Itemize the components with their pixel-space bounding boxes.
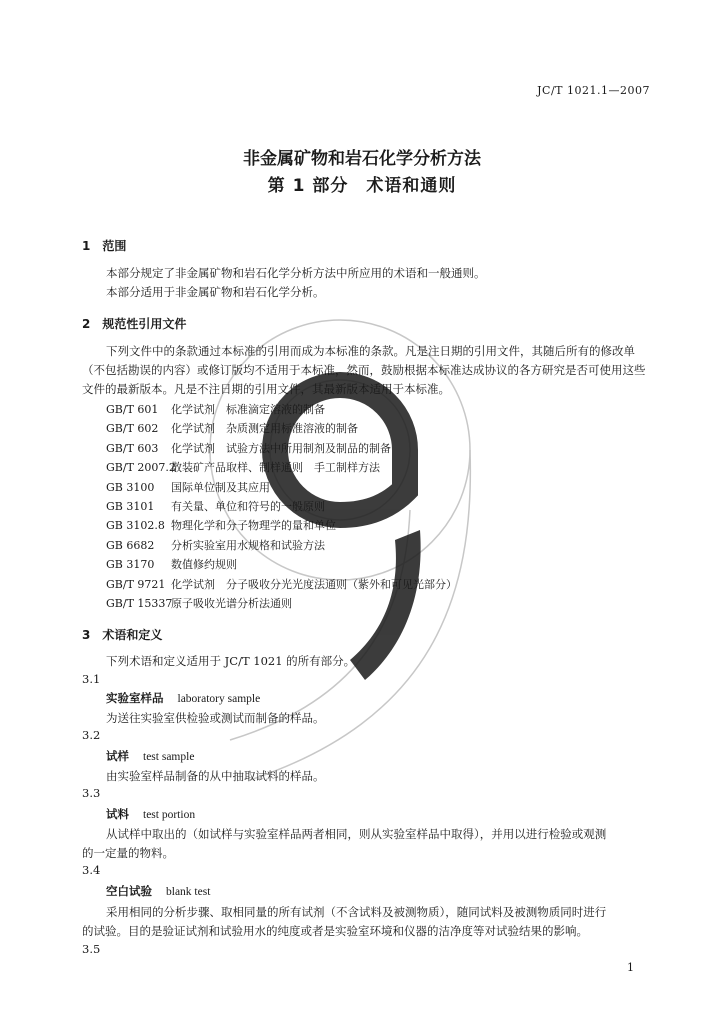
reference-title: 有关量、单位和符号的一般原则 — [171, 500, 325, 514]
reference-code: GB/T 602 — [106, 422, 159, 436]
reference-title: 国际单位制及其应用 — [171, 480, 270, 494]
term-heading — [106, 748, 194, 764]
term-definition: 采用相同的分析步骤、取相同量的所有试剂（不含试料及被测物质），随同试料及被测物质同时进行 — [106, 905, 607, 919]
term-heading — [106, 806, 195, 822]
term-en: laboratory sample — [177, 693, 261, 705]
reference-code: GB/T 2007.2 — [106, 461, 176, 475]
term-heading — [106, 690, 260, 706]
term-heading — [106, 883, 210, 899]
reference-code: GB/T 9721 — [106, 577, 166, 591]
paragraph: 本部分适用于非金属矿物和岩石化学分析。 — [106, 285, 325, 299]
reference-code: GB 6682 — [106, 538, 155, 552]
term-zh: 试料 — [106, 807, 129, 821]
reference-title: 分析实验室用水规格和试验方法 — [171, 538, 325, 552]
reference-code: GB 3101 — [106, 500, 155, 514]
term-zh: 试样 — [106, 749, 129, 763]
reference-title: 化学试剂 分子吸收分光光度法通则（紫外和可见光部分） — [171, 577, 457, 591]
term-definition: 为送往实验室供检验或测试而制备的样品。 — [106, 711, 325, 725]
reference-item — [106, 400, 457, 419]
reference-item — [106, 458, 457, 477]
term-en: test portion — [143, 809, 196, 821]
term-definition: 从试样中取出的（如试样与实验室样品两者相同，则从实验室样品中取得），并用以进行检验或观测 — [106, 827, 607, 841]
section-heading-references: 2 规范性引用文件 — [82, 317, 187, 331]
reference-code: GB 3170 — [106, 558, 155, 572]
reference-item — [106, 555, 457, 574]
document-title: 非金属矿物和岩石化学分析方法 — [243, 149, 481, 169]
reference-item — [106, 575, 457, 594]
paragraph: 下列文件中的条款通过本标准的引用而成为本标准的条款。凡是注日期的引用文件，其随后所有的修改单（不包括勘误的内容）或修订版均不适用于本标准，然而，鼓励根据本标准达成协议的各方研究是否可使用这些文件的最新版本。凡是不注日期的引用文件，其最新版本适用于本标准。 — [82, 344, 646, 396]
reference-code: GB/T 15337 — [106, 597, 173, 611]
term-number: 3.1 — [82, 672, 101, 686]
reference-list — [106, 400, 457, 613]
standard-code: JC/T 1021.1—2007 — [537, 84, 650, 97]
reference-title: 物理化学和分子物理学的量和单位 — [171, 519, 336, 533]
term-definition: 由实验室样品制备的从中抽取试料的样品。 — [106, 769, 325, 783]
term-definition-continued: 的试验。目的是验证试剂和试验用水的纯度或者是实验室环境和仪器的洁净度等对试验结果的影响。 — [82, 924, 588, 938]
term-number: 3.5 — [82, 942, 101, 956]
term-definition-continued: 的一定量的物料。 — [82, 846, 174, 860]
reference-title: 散装矿产品取样、制样通则 手工制样方法 — [171, 461, 380, 475]
reference-title: 化学试剂 杂质测定用标准溶液的制备 — [171, 422, 358, 436]
reference-item — [106, 478, 457, 497]
reference-title: 化学试剂 试验方法中所用制剂及制品的制备 — [171, 441, 391, 455]
page-number: 1 — [627, 961, 634, 974]
term-number: 3.4 — [82, 863, 101, 877]
reference-title: 原子吸收光谱分析法通则 — [171, 597, 292, 611]
reference-item — [106, 497, 457, 516]
reference-item — [106, 536, 457, 555]
reference-item — [106, 439, 457, 458]
term-en: blank test — [166, 886, 211, 898]
term-en: test sample — [143, 751, 195, 763]
reference-title: 数值修约规则 — [171, 558, 237, 572]
term-zh: 实验室样品 — [106, 691, 164, 705]
paragraph: 下列术语和定义适用于 JC/T 1021 的所有部分。 — [106, 654, 356, 668]
section-heading-terms: 3 术语和定义 — [82, 628, 163, 642]
reference-title: 化学试剂 标准滴定溶液的制备 — [171, 403, 325, 416]
reference-code: GB/T 603 — [106, 441, 159, 455]
section-heading-scope: 1 范围 — [82, 239, 127, 253]
term-number: 3.3 — [82, 786, 101, 800]
reference-code: GB/T 601 — [106, 403, 159, 416]
reference-item — [106, 516, 457, 535]
term-zh: 空白试验 — [106, 884, 152, 898]
reference-code: GB 3102.8 — [106, 519, 165, 533]
reference-item — [106, 594, 457, 613]
reference-item — [106, 419, 457, 438]
paragraph: 本部分规定了非金属矿物和岩石化学分析方法中所应用的术语和一般通则。 — [106, 266, 486, 280]
reference-code: GB 3100 — [106, 480, 155, 494]
term-number: 3.2 — [82, 728, 101, 742]
document-subtitle: 第 1 部分 术语和通则 — [267, 176, 457, 196]
